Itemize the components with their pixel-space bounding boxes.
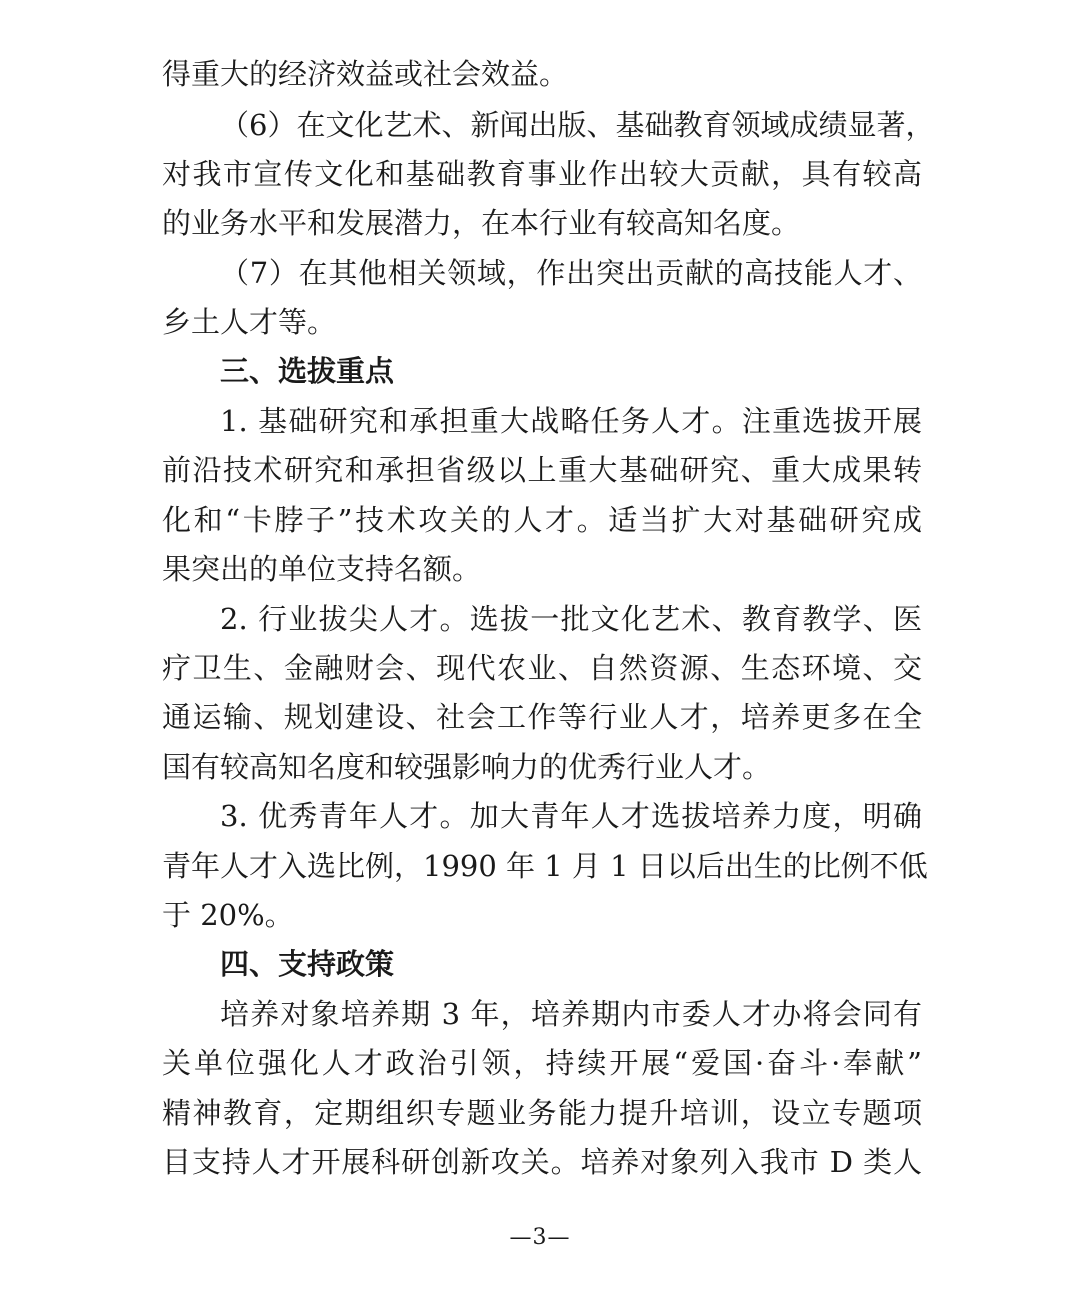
- text-line: 青年人才入选比例，1990 年 1 月 1 日以后出生的比例不低: [162, 849, 928, 883]
- section-heading-selection-focus: 三、选拔重点: [220, 354, 395, 388]
- text-line: 得重大的经济效益或社会效益。: [162, 57, 569, 91]
- text-line: 目支持人才开展科研创新攻关。培养对象列入我市 D 类人: [162, 1145, 922, 1179]
- section-heading-support-policy: 四、支持政策: [220, 947, 395, 981]
- text-line: 的业务水平和发展潜力，在本行业有较高知名度。: [162, 206, 801, 240]
- text-line: 果突出的单位支持名额。: [162, 552, 482, 586]
- policy-paragraph-line: 培养对象培养期 3 年，培养期内市委人才办将会同有: [220, 997, 922, 1031]
- text-line: 国有较高知名度和较强影响力的优秀行业人才。: [162, 750, 772, 784]
- text-line: 于 20%。: [162, 898, 294, 932]
- page-number: —3—: [509, 1225, 571, 1250]
- text-line: 对我市宣传文化和基础教育事业作出较大贡献，具有较高: [162, 157, 922, 191]
- point-3-line: 3. 优秀青年人才。加大青年人才选拔培养力度，明确: [220, 799, 922, 833]
- text-line: 前沿技术研究和承担省级以上重大基础研究、重大成果转: [162, 453, 922, 487]
- text-line: 精神教育，定期组织专题业务能力提升培训，设立专题项: [162, 1096, 922, 1130]
- text-line: 乡土人才等。: [162, 305, 337, 339]
- text-line: 关单位强化人才政治引领，持续开展“爱国·奋斗·奉献”: [162, 1046, 922, 1080]
- text-line: 通运输、规划建设、社会工作等行业人才，培养更多在全: [162, 700, 922, 734]
- point-2-line: 2. 行业拔尖人才。选拔一批文化艺术、教育教学、医: [220, 602, 922, 636]
- item-6-line: （6）在文化艺术、新闻出版、基础教育领域成绩显著，: [220, 108, 935, 142]
- text-line: 疗卫生、金融财会、现代农业、自然资源、生态环境、交: [162, 651, 922, 685]
- item-7-line: （7）在其他相关领域，作出突出贡献的高技能人才、: [220, 256, 922, 290]
- point-1-line: 1. 基础研究和承担重大战略任务人才。注重选拔开展: [220, 404, 922, 438]
- text-line: 化和“卡脖子”技术攻关的人才。适当扩大对基础研究成: [162, 503, 922, 537]
